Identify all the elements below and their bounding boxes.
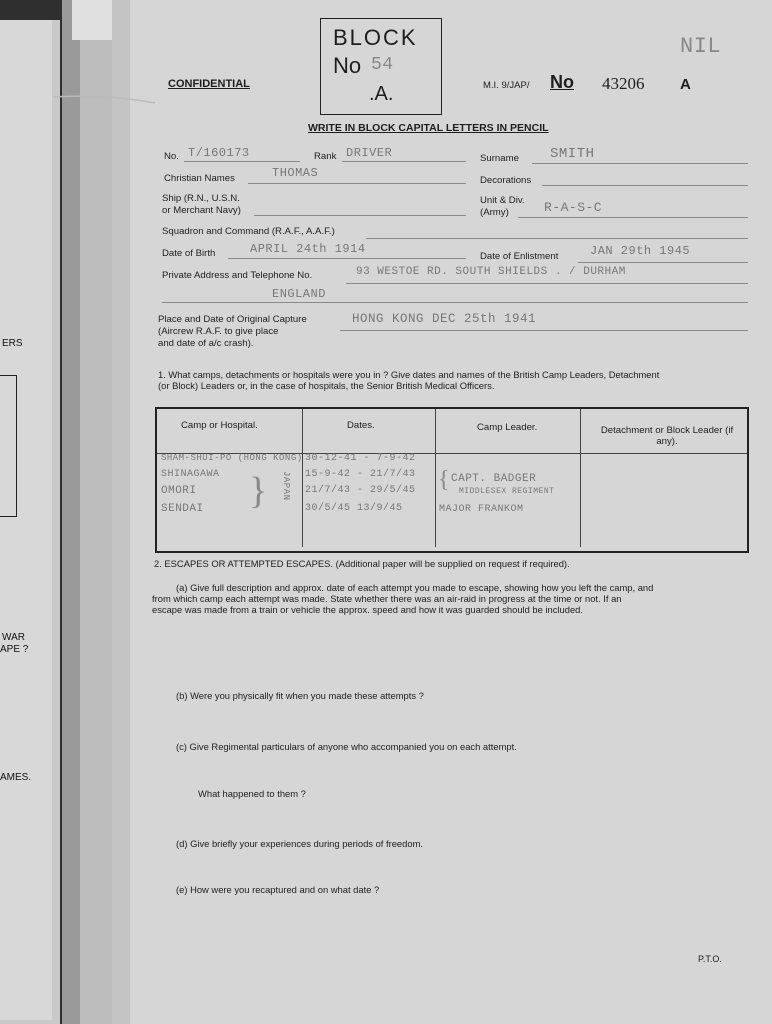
field-line (228, 258, 466, 259)
table-cell-dates: 30-12-41 - 7-9-42 (305, 453, 416, 464)
left-page-fragment: WAR (2, 632, 25, 643)
brace-mark: { (438, 467, 450, 493)
stamp-no-label: No (333, 53, 362, 78)
field-line (578, 262, 748, 263)
camps-table (155, 407, 749, 553)
field-line (248, 183, 466, 184)
field-value-address: 93 WESTOE RD. SOUTH SHIELDS . / DURHAM (356, 266, 626, 278)
table-cell-note: JAPAN (281, 471, 291, 501)
field-label-surname: Surname (480, 153, 519, 164)
left-page-fragment: APE ? (0, 644, 29, 655)
question-2a-text-3: escape was made from a train or vehicle the approx. speed and how it was guarded should be included. (152, 604, 583, 615)
field-line (518, 217, 748, 218)
field-label-decorations: Decorations (480, 175, 532, 186)
field-label-unit-2: (Army) (480, 207, 509, 218)
question-2a-text: (a) Give full description and approx. date of each attempt you made to escape, showing how you left the camp, and (176, 582, 654, 593)
field-value-capture: HONG KONG DEC 25th 1941 (352, 312, 537, 326)
form-number: 43206 (602, 74, 645, 93)
field-value-christian-names: THOMAS (272, 166, 319, 180)
field-line (340, 330, 748, 331)
left-page-fragment: ERS (2, 338, 23, 349)
brace-mark: } (249, 470, 268, 512)
table-divider (580, 409, 581, 547)
stamp-letter: .A. (369, 83, 394, 105)
field-line (366, 238, 748, 239)
field-value-no: T/160173 (188, 146, 250, 160)
question-2-title: 2. ESCAPES OR ATTEMPTED ESCAPES. (Additional paper will be supplied on request if required). (154, 558, 570, 569)
table-cell-dates: 30/5/45 13/9/45 (305, 503, 403, 514)
field-label-capture-2: (Aircrew R.A.F. to give place (158, 326, 279, 337)
stamp-block-label: BLOCK (333, 25, 418, 50)
table-cell-camp: SHINAGAWA (161, 469, 220, 480)
field-label-ship-2: or Merchant Navy) (162, 205, 241, 216)
field-label-squadron: Squadron and Command (R.A.F., A.A.F.) (162, 226, 335, 237)
field-label-enlistment: Date of Enlistment (480, 251, 559, 262)
field-line (254, 215, 466, 216)
pto-label: P.T.O. (698, 954, 722, 964)
question-2b-text: (b) Were you physically fit when you made these attempts ? (176, 690, 424, 701)
field-line (184, 161, 300, 162)
field-label-dob: Date of Birth (162, 248, 216, 259)
folder-spine (62, 0, 80, 1024)
field-line (542, 185, 748, 186)
block-stamp-box (320, 18, 442, 115)
field-label-no: No. (164, 151, 179, 162)
table-divider (435, 409, 436, 547)
question-1-text-2: (or Block) Leaders or, in the case of hospitals, the Senior British Medical Officers. (158, 380, 495, 391)
field-label-unit: Unit & Div. (480, 195, 525, 206)
question-1-text: 1. What camps, detachments or hospitals were you in ? Give dates and names of the British Camp Leaders, Detachment (158, 369, 660, 380)
table-cell-dates: 21/7/43 - 29/5/45 (305, 485, 416, 496)
table-header-dates: Dates. (347, 420, 375, 431)
binding-string (0, 94, 210, 104)
field-value-dob: APRIL 24th 1914 (250, 242, 366, 256)
field-label-rank: Rank (314, 151, 337, 162)
field-label-christian-names: Christian Names (164, 173, 235, 184)
question-2c-text: (c) Give Regimental particulars of anyone who accompanied you on each attempt. (176, 741, 517, 752)
table-header-leader: Camp Leader. (477, 422, 538, 433)
table-cell-camp: OMORI (161, 485, 197, 497)
page-edge-shadow (112, 0, 130, 1024)
field-value-enlistment: JAN 29th 1945 (590, 244, 691, 258)
table-cell-leader: MAJOR FRANKOM (439, 504, 524, 515)
field-value-address-2: ENGLAND (272, 287, 326, 301)
table-cell-leader: MIDDLESEX REGIMENT (459, 487, 555, 496)
table-divider (302, 409, 303, 547)
reference-label: M.I. 9/JAP/ (483, 80, 530, 91)
field-value-surname: SMITH (550, 146, 595, 162)
nil-annotation: NIL (680, 34, 722, 59)
field-line (532, 163, 748, 164)
left-page-sheet (0, 20, 52, 1020)
table-cell-camp: SENDAI (161, 503, 204, 515)
field-line (346, 283, 748, 284)
confidential-label: CONFIDENTIAL (168, 78, 250, 90)
field-label-capture: Place and Date of Original Capture (158, 314, 307, 325)
field-label-capture-3: and date of a/c crash). (158, 338, 254, 349)
field-label-ship: Ship (R.N., U.S.N. (162, 193, 240, 204)
table-header-detachment: Detachment or Block Leader (if any). (600, 425, 734, 447)
field-line (342, 161, 466, 162)
table-header-camp: Camp or Hospital. (181, 420, 258, 431)
field-value-unit: R-A-S-C (544, 200, 603, 215)
field-line (162, 302, 748, 303)
instruction-heading: WRITE IN BLOCK CAPITAL LETTERS IN PENCIL (308, 122, 549, 134)
table-cell-leader: CAPT. BADGER (451, 473, 537, 485)
left-page-fragment: AMES. (0, 772, 32, 783)
form-suffix: A (680, 76, 691, 93)
stamp-handwritten-number: 54 (371, 55, 394, 75)
table-cell-dates: 15-9-42 - 21/7/43 (305, 469, 416, 480)
question-2e-text: (e) How were you recaptured and on what date ? (176, 884, 380, 895)
field-label-address: Private Address and Telephone No. (162, 270, 313, 281)
question-2c-followup: What happened to them ? (198, 788, 306, 799)
table-cell-camp: SHAM-SHUI-PO (HONG KONG) (161, 453, 303, 463)
question-2d-text: (d) Give briefly your experiences during periods of freedom. (176, 838, 423, 849)
field-value-rank: DRIVER (346, 146, 393, 160)
question-2a-text-2: from which camp each attempt was made. State whether there was an air-raid in progress at the time or not. If an (152, 593, 622, 604)
left-page-box (0, 375, 17, 517)
number-label: No (550, 72, 574, 92)
